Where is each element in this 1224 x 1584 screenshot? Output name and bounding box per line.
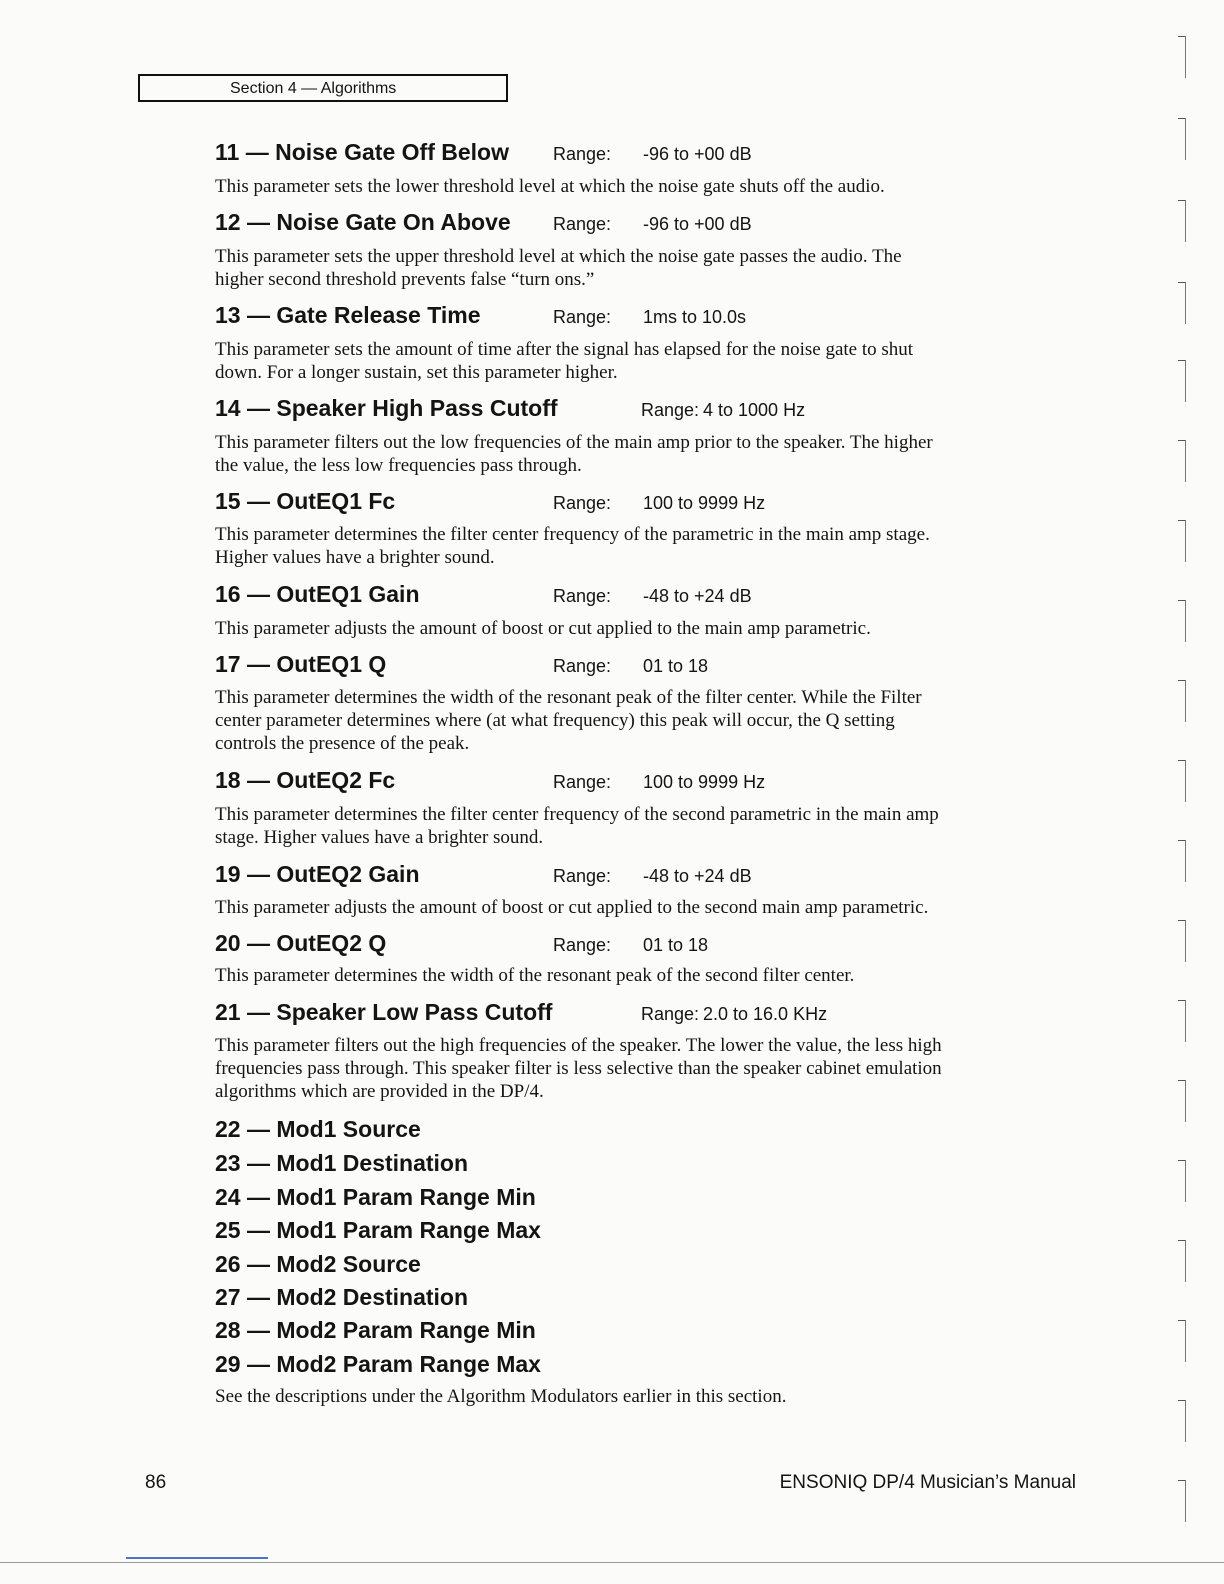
description-line: This parameter determines the width of the resonant peak of the filter center. While the Filter (215, 687, 922, 708)
param-17-description (215, 686, 1065, 755)
scan-edge-mark (1178, 1000, 1186, 1042)
description-line: This parameter determines the width of the resonant peak of the second filter center. (215, 965, 855, 986)
param-11-heading: 11 — Noise Gate Off Below (215, 139, 509, 165)
param-11-description (215, 175, 1065, 198)
param-14-heading: 14 — Speaker High Pass Cutoff (215, 395, 558, 421)
param-24-heading: 24 — Mod1 Param Range Min (215, 1184, 536, 1210)
param-12-range (553, 210, 752, 238)
description-line: the value, the less low frequencies pass through. (215, 455, 582, 476)
param-15-range (553, 489, 765, 517)
range-value: 4 to 1000 Hz (703, 400, 806, 420)
param-16-description (215, 617, 1065, 640)
param-11-range (553, 140, 752, 168)
param-21-description (215, 1034, 1065, 1103)
param-25-heading: 25 — Mod1 Param Range Max (215, 1217, 541, 1243)
description-line: This parameter determines the filter center frequency of the second parametric in the main amp (215, 804, 939, 825)
range-value: -96 to +00 dB (643, 144, 752, 164)
scan-edge-mark (1178, 282, 1186, 324)
scan-edge-mark (1178, 1160, 1186, 1202)
range-value: -96 to +00 dB (643, 214, 752, 234)
param-21-range (641, 1000, 827, 1028)
description-line: higher second threshold prevents false “turn ons.” (215, 269, 595, 290)
param-28-heading: 28 — Mod2 Param Range Min (215, 1317, 536, 1343)
range-label: Range: (553, 866, 612, 886)
scan-edge-mark (1178, 440, 1186, 482)
page-number: 86 (145, 1472, 167, 1493)
range-label: Range: (641, 1004, 700, 1024)
param-20-description (215, 964, 1065, 987)
range-label: Range: (553, 493, 612, 513)
range-value: 01 to 18 (643, 935, 709, 955)
scan-edge-mark (1178, 840, 1186, 882)
description-line: This parameter sets the amount of time after the signal has elapsed for the noise gate to shut (215, 339, 914, 360)
param-12-description (215, 245, 1065, 291)
description-line: frequencies pass through. This speaker filter is less selective than the speaker cabinet emulation (215, 1058, 942, 1079)
param-22-heading: 22 — Mod1 Source (215, 1116, 421, 1142)
closing-note: See the descriptions under the Algorithm Modulators earlier in this section. (215, 1386, 787, 1407)
manual-title: ENSONIQ DP/4 Musician’s Manual (779, 1472, 1076, 1493)
description-line: This parameter filters out the high frequencies of the speaker. The lower the value, the less high (215, 1035, 942, 1056)
description-line: This parameter sets the lower threshold level at which the noise gate shuts off the audio. (215, 176, 885, 197)
range-value: 100 to 9999 Hz (643, 493, 766, 513)
param-23-heading: 23 — Mod1 Destination (215, 1150, 469, 1176)
param-20-heading: 20 — OutEQ2 Q (215, 930, 387, 956)
param-19-range (553, 862, 752, 890)
range-label: Range: (553, 935, 612, 955)
scan-edge-mark (1178, 600, 1186, 642)
param-17-heading: 17 — OutEQ1 Q (215, 651, 387, 677)
range-label: Range: (553, 307, 612, 327)
param-26-heading: 26 — Mod2 Source (215, 1251, 421, 1277)
param-17-range (553, 652, 708, 680)
param-18-range (553, 768, 765, 796)
scan-edge-mark (1178, 920, 1186, 962)
param-29-heading: 29 — Mod2 Param Range Max (215, 1351, 541, 1377)
description-line: controls the presence of the peak. (215, 733, 470, 754)
description-line: This parameter adjusts the amount of boost or cut applied to the second main amp parametric. (215, 897, 929, 918)
param-13-range (553, 303, 746, 331)
scan-edge-mark (1178, 520, 1186, 562)
description-line: down. For a longer sustain, set this parameter higher. (215, 362, 618, 383)
description-line: stage. Higher values have a brighter sound. (215, 827, 544, 848)
description-line: This parameter filters out the low frequencies of the main amp prior to the speaker. The higher (215, 432, 933, 453)
description-line: This parameter sets the upper threshold level at which the noise gate passes the audio. The (215, 246, 902, 267)
scan-edge-mark (1178, 1080, 1186, 1122)
range-label: Range: (553, 586, 612, 606)
description-line: This parameter adjusts the amount of boost or cut applied to the main amp parametric. (215, 618, 871, 639)
description-line: Higher values have a brighter sound. (215, 547, 495, 568)
range-label: Range: (553, 144, 612, 164)
range-label: Range: (641, 400, 700, 420)
scan-edge-mark (1178, 760, 1186, 802)
scan-edge-mark (1178, 36, 1186, 78)
param-13-heading: 13 — Gate Release Time (215, 302, 481, 328)
range-value: 100 to 9999 Hz (643, 772, 766, 792)
range-value: 01 to 18 (643, 656, 709, 676)
range-value: -48 to +24 dB (643, 586, 752, 606)
range-label: Range: (553, 772, 612, 792)
param-15-description (215, 523, 1065, 569)
bottom-accent-line (126, 1557, 268, 1559)
range-label: Range: (553, 656, 612, 676)
scan-edge-mark (1178, 200, 1186, 242)
section-header-text: Section 4 — Algorithms (230, 80, 397, 97)
range-value: -48 to +24 dB (643, 866, 752, 886)
param-21-heading: 21 — Speaker Low Pass Cutoff (215, 999, 553, 1025)
range-value: 1ms to 10.0s (643, 307, 747, 327)
param-16-range (553, 582, 752, 610)
param-20-range (553, 931, 708, 959)
range-label: Range: (553, 214, 612, 234)
scan-edge-mark (1178, 118, 1186, 160)
param-18-heading: 18 — OutEQ2 Fc (215, 767, 396, 793)
description-line: algorithms which are provided in the DP/4. (215, 1081, 544, 1102)
param-12-heading: 12 — Noise Gate On Above (215, 209, 511, 235)
scan-edge-mark (1178, 1400, 1186, 1442)
bottom-rule (0, 1562, 1224, 1563)
param-19-description (215, 896, 1065, 919)
param-18-description (215, 803, 1065, 849)
param-14-range (641, 396, 805, 424)
param-16-heading: 16 — OutEQ1 Gain (215, 581, 420, 607)
param-27-heading: 27 — Mod2 Destination (215, 1284, 469, 1310)
param-13-description (215, 338, 1065, 384)
section-header-box (138, 74, 508, 102)
scan-edge-mark (1178, 1480, 1186, 1522)
scan-edge-mark (1178, 1320, 1186, 1362)
param-19-heading: 19 — OutEQ2 Gain (215, 861, 420, 887)
range-value: 2.0 to 16.0 KHz (703, 1004, 828, 1024)
description-line: center parameter determines where (at what frequency) this peak will occur, the Q setting (215, 710, 895, 731)
description-line: This parameter determines the filter center frequency of the parametric in the main amp stage. (215, 524, 930, 545)
scan-edge-mark (1178, 680, 1186, 722)
param-15-heading: 15 — OutEQ1 Fc (215, 488, 396, 514)
param-14-description (215, 431, 1065, 477)
scan-edge-mark (1178, 360, 1186, 402)
scan-edge-mark (1178, 1240, 1186, 1282)
